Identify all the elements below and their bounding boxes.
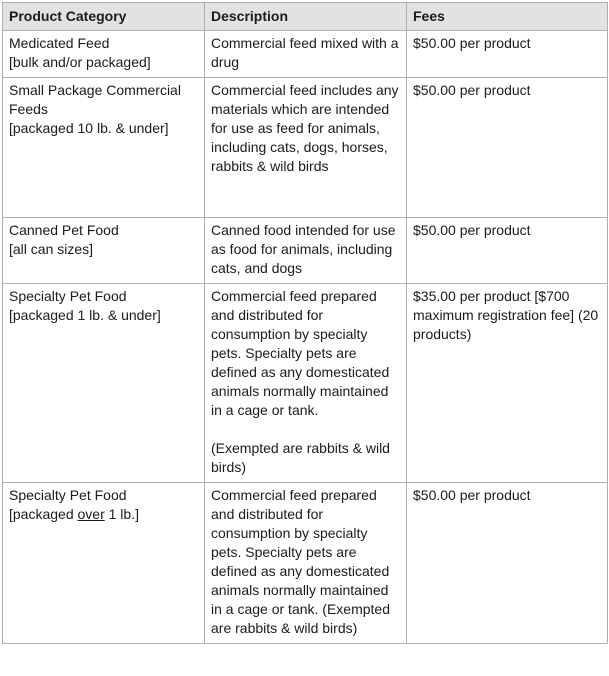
column-header-product-category: Product Category — [3, 3, 205, 31]
category-note — [9, 505, 198, 524]
description-cell: Commercial feed prepared and distributed for consumption by specialty pets. Specialty pets are defined as any domesticated animals normally maintained in a cage or tank. (Exempted are rabbits & wild birds) — [205, 483, 407, 644]
description-text: Commercial feed prepared and distributed for consumption by specialty pets. Specialty pets are defined as any domesticated animals normally maintained in a cage or tank. — [211, 288, 390, 418]
category-name: Canned Pet Food — [9, 222, 119, 238]
fee-cell: $50.00 per product — [407, 218, 608, 284]
description-note: (Exempted are rabbits & wild birds) — [211, 440, 390, 475]
table-row — [3, 31, 608, 78]
table-row — [3, 218, 608, 284]
table-row — [3, 284, 608, 483]
table-row — [3, 483, 608, 644]
category-name: Medicated Feed — [9, 35, 110, 51]
category-name: Small Package Commercial Feeds — [9, 82, 181, 117]
category-cell — [3, 78, 205, 218]
description-cell — [205, 284, 407, 483]
header-row — [3, 3, 608, 31]
category-cell — [3, 483, 205, 644]
category-cell — [3, 284, 205, 483]
column-header-fees: Fees — [407, 3, 608, 31]
category-note-prefix: [packaged — [9, 506, 78, 522]
description-cell: Canned food intended for use as food for animals, including cats, and dogs — [205, 218, 407, 284]
description-cell: Commercial feed includes any materials which are intended for use as feed for animals, including cats, dogs, horses, rabbits & wild birds — [205, 78, 407, 218]
column-header-description: Description — [205, 3, 407, 31]
category-note: [packaged 10 lb. & under] — [9, 120, 169, 136]
category-cell — [3, 31, 205, 78]
category-note: [packaged 1 lb. & under] — [9, 307, 161, 323]
category-name: Specialty Pet Food — [9, 288, 127, 304]
description-cell: Commercial feed mixed with a drug — [205, 31, 407, 78]
fee-cell: $35.00 per product [$700 maximum registration fee] (20 products) — [407, 284, 608, 483]
category-cell — [3, 218, 205, 284]
category-note-underlined: over — [77, 506, 105, 522]
category-note: [all can sizes] — [9, 241, 94, 257]
fee-cell: $50.00 per product — [407, 31, 608, 78]
fee-cell: $50.00 per product — [407, 78, 608, 218]
fee-cell: $50.00 per product — [407, 483, 608, 644]
category-note-suffix: 1 lb.] — [104, 506, 139, 522]
category-note: [bulk and/or packaged] — [9, 54, 151, 70]
table-row — [3, 78, 608, 218]
category-name: Specialty Pet Food — [9, 487, 127, 503]
product-fees-table — [2, 2, 608, 644]
